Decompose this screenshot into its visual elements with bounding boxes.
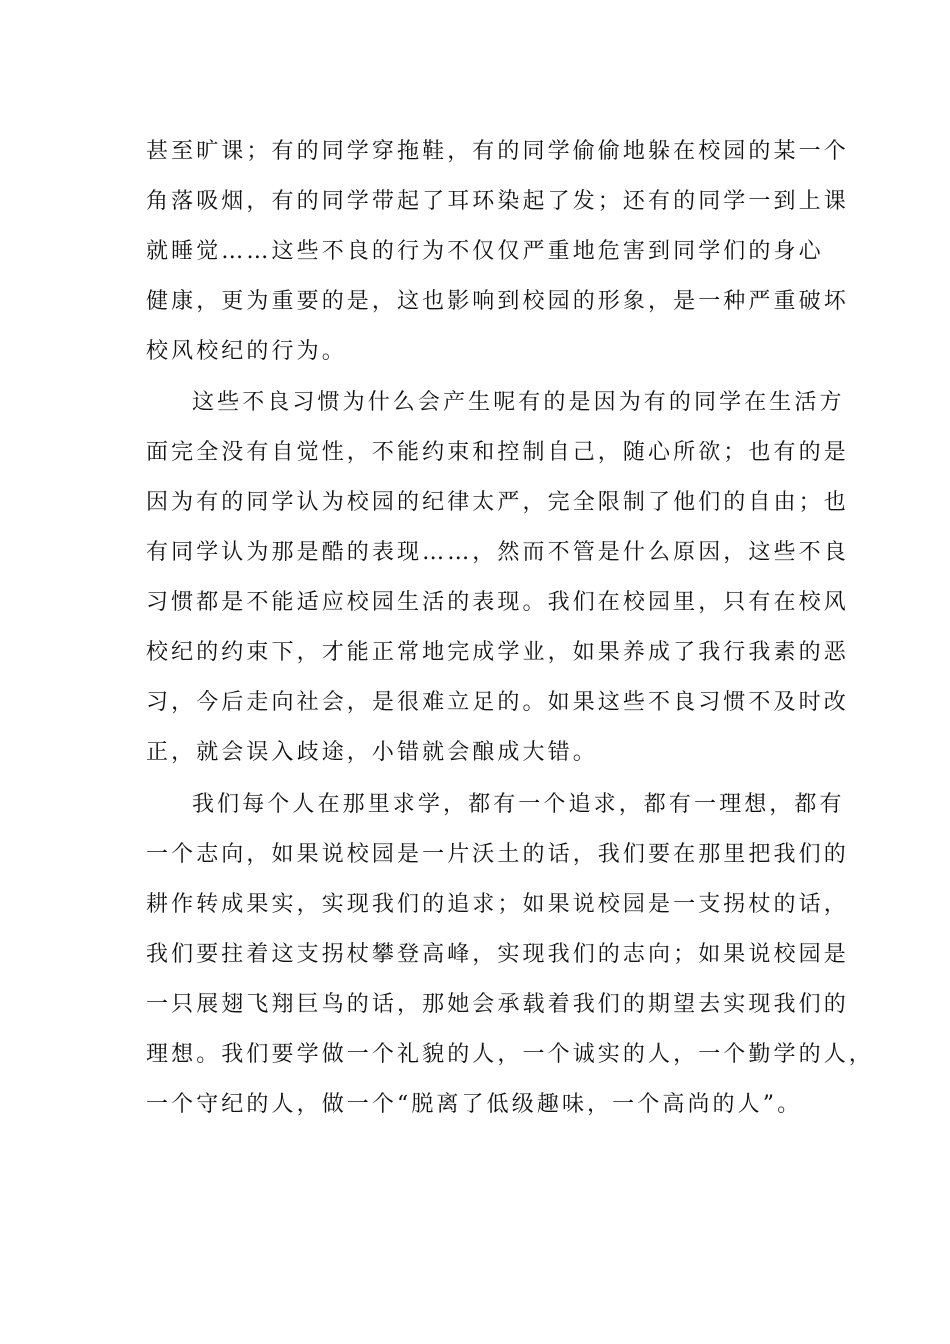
text-line: 因为有的同学认为校园的纪律太严，完全限制了他们的自由；也 bbox=[146, 490, 849, 515]
text-line: 甚至旷课；有的同学穿拖鞋，有的同学偷偷地躲在校园的某一个 bbox=[146, 139, 849, 164]
text-line: 就睡觉……这些不良的行为不仅仅严重地危害到同学们的身心 bbox=[146, 239, 824, 264]
text-line: 角落吸烟，有的同学带起了耳环染起了发；还有的同学一到上课 bbox=[146, 189, 849, 214]
paragraph-first-line: 这些不良习惯为什么会产生呢有的是因为有的同学在生活方 bbox=[192, 390, 845, 415]
text-line: 习，今后走向社会，是很难立足的。如果这些不良习惯不及时改 bbox=[146, 690, 849, 715]
text-line: 面完全没有自觉性，不能约束和控制自己，随心所欲；也有的是 bbox=[146, 440, 849, 465]
text-line: 一个志向，如果说校园是一片沃土的话，我们要在那里把我们的 bbox=[146, 842, 849, 867]
text-line: 校纪的约束下，才能正常地完成学业，如果养成了我行我素的恶 bbox=[146, 640, 849, 665]
paragraph-first-line: 我们每个人在那里求学，都有一个追求，都有一理想，都有 bbox=[192, 792, 845, 817]
text-line: 耕作转成果实，实现我们的追求；如果说校园是一支拐杖的话， bbox=[146, 892, 849, 917]
text-line: 习惯都是不能适应校园生活的表现。我们在校园里，只有在校风 bbox=[146, 590, 849, 615]
text-line: 健康，更为重要的是，这也影响到校园的形象，是一种严重破坏 bbox=[146, 289, 849, 314]
text-line: 我们要拄着这支拐杖攀登高峰，实现我们的志向；如果说校园是 bbox=[146, 942, 849, 967]
text-line: 校风校纪的行为。 bbox=[146, 339, 347, 364]
text-line: 正，就会误入歧途，小错就会酿成大错。 bbox=[146, 740, 598, 765]
text-line: 有同学认为那是酷的表现……，然而不管是什么原因，这些不良 bbox=[146, 540, 849, 565]
text-line: 一只展翅飞翔巨鸟的话，那她会承载着我们的期望去实现我们的 bbox=[146, 992, 849, 1017]
text-line: 一个守纪的人，做一个“脱离了低级趣味，一个高尚的人”。 bbox=[146, 1092, 803, 1117]
text-line: 理想。我们要学做一个礼貌的人，一个诚实的人，一个勤学的人， bbox=[146, 1042, 874, 1067]
